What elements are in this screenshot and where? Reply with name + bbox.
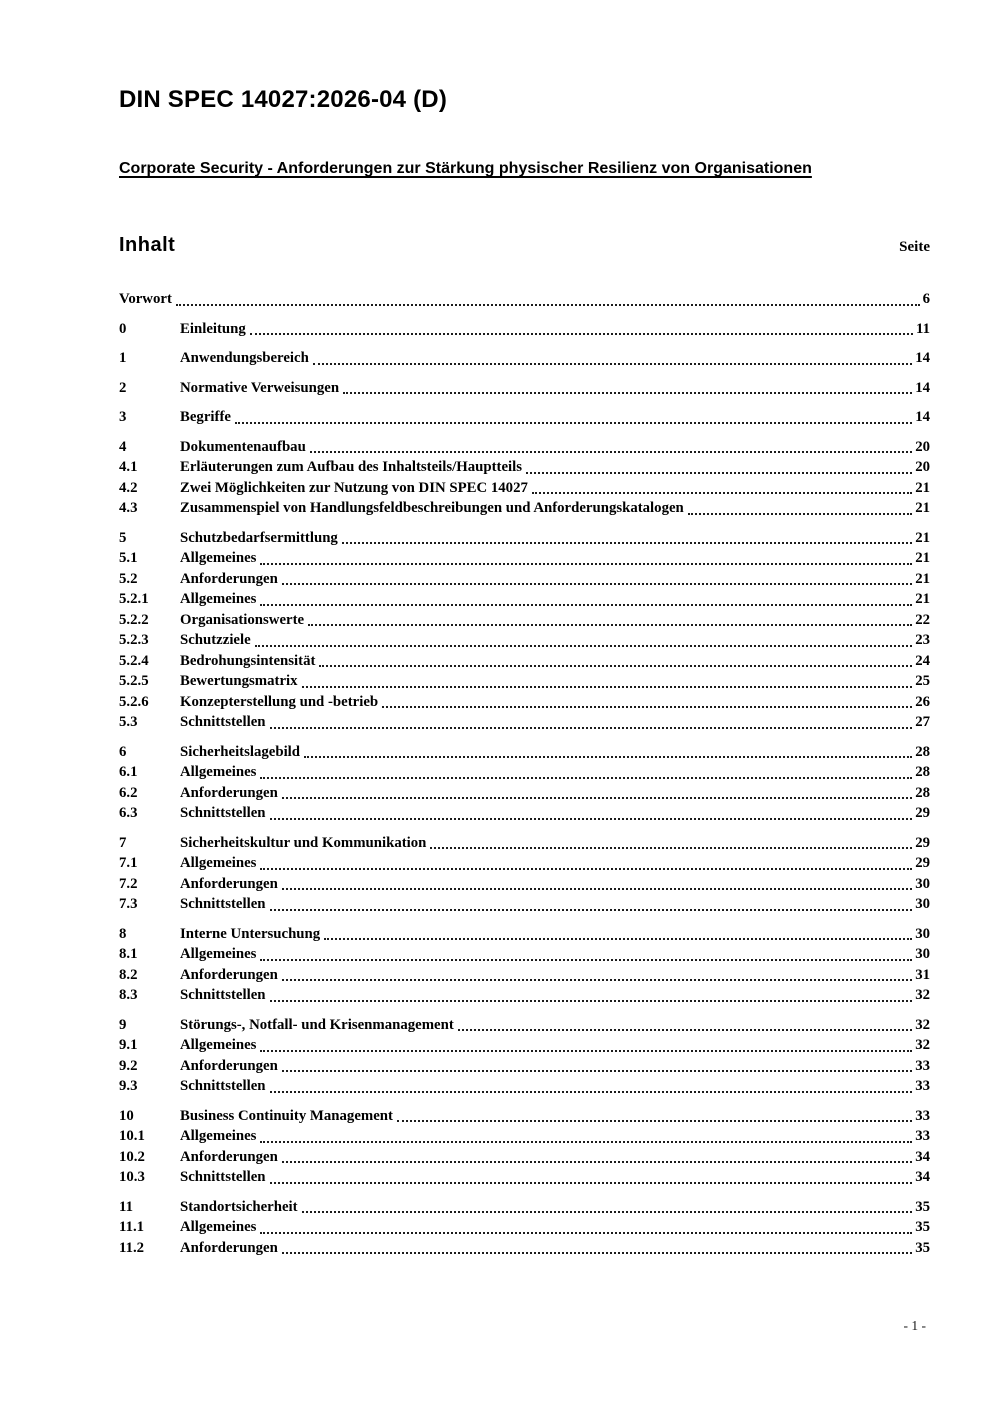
toc-entry xyxy=(119,924,930,945)
toc-entry-label: Anforderungen xyxy=(180,570,278,587)
toc-group xyxy=(119,1197,930,1259)
footer-page-number: - 1 - xyxy=(903,1318,926,1333)
toc-entry-label: Schnittstellen xyxy=(180,805,266,821)
dot-leader xyxy=(310,451,912,453)
toc-group xyxy=(119,833,930,915)
toc-entry-page: 23 xyxy=(915,632,930,648)
toc-group xyxy=(119,289,930,310)
toc-entry-number: 5 xyxy=(119,529,127,546)
toc-entry-number: 5.2.4 xyxy=(119,652,149,669)
toc-entry-label: Allgemeines xyxy=(180,764,257,780)
toc-entry-number: 0 xyxy=(119,320,127,337)
toc-entry xyxy=(119,1015,930,1036)
dot-leader xyxy=(260,1050,912,1052)
page-column-label: Seite xyxy=(899,239,930,255)
toc-entry-label: Allgemeines xyxy=(180,1219,257,1235)
dot-leader xyxy=(688,513,912,515)
dot-leader xyxy=(250,333,913,335)
toc-entry xyxy=(119,630,930,651)
dot-leader xyxy=(260,868,912,870)
toc-entry-number: 5.2.1 xyxy=(119,591,149,607)
toc-entry-page: 29 xyxy=(915,834,930,851)
toc-heading: Inhalt xyxy=(119,234,176,256)
dot-leader xyxy=(260,959,912,961)
toc-entry-number: 4 xyxy=(119,438,127,455)
dot-leader xyxy=(270,727,913,729)
toc-entry-number: 11 xyxy=(119,1198,133,1215)
dot-leader xyxy=(343,392,912,394)
toc-entry-page: 30 xyxy=(915,875,930,892)
dot-leader xyxy=(270,818,913,820)
toc-entry-page: 35 xyxy=(915,1198,930,1215)
toc-entry-page: 21 xyxy=(915,479,930,496)
dot-leader xyxy=(304,756,912,758)
toc-group xyxy=(119,742,930,824)
toc-entry-page: 30 xyxy=(915,925,930,942)
dot-leader xyxy=(302,686,913,688)
toc-entry xyxy=(119,548,930,569)
toc-entry-label: Allgemeines xyxy=(180,946,257,962)
toc-entry xyxy=(119,1035,930,1056)
toc-entry-number: 5.2.5 xyxy=(119,673,149,689)
toc-entry-number: 10 xyxy=(119,1107,134,1124)
toc-entry-number: 5.2 xyxy=(119,570,138,587)
dot-leader xyxy=(270,1091,913,1093)
dot-leader xyxy=(458,1029,912,1031)
toc-entry-number: 9 xyxy=(119,1016,127,1033)
dot-leader xyxy=(235,422,912,424)
toc-entry-page: 21 xyxy=(915,529,930,546)
toc-group xyxy=(119,1106,930,1188)
toc-entry-label: Organisationswerte xyxy=(180,611,305,628)
toc-entry-number: 9.2 xyxy=(119,1057,138,1074)
dot-leader xyxy=(270,1182,913,1184)
toc-entry-page: 29 xyxy=(915,805,930,821)
toc-entry-label: Sicherheitskultur und Kommunikation xyxy=(180,834,427,851)
toc-entry-label: Störungs-, Notfall- und Krisenmanagement xyxy=(180,1016,454,1033)
toc-entry-page: 33 xyxy=(915,1078,930,1094)
toc-entry-page: 14 xyxy=(915,409,930,425)
doc-title: Corporate Security - Anforderungen zur Stärkung physischer Resilienz von Organisationen xyxy=(119,160,812,177)
toc-entry-label: Vorwort xyxy=(119,291,172,307)
dot-leader xyxy=(313,363,912,365)
toc-entry xyxy=(119,874,930,895)
toc-entry xyxy=(119,783,930,804)
toc-entry-page: 33 xyxy=(915,1128,930,1144)
dot-leader xyxy=(282,1252,912,1254)
toc-entry-page: 14 xyxy=(915,379,930,396)
toc-entry-page: 21 xyxy=(915,550,930,566)
toc-entry xyxy=(119,894,930,915)
toc-entry-page: 24 xyxy=(915,652,930,669)
toc-entry xyxy=(119,610,930,631)
toc-entry xyxy=(119,569,930,590)
toc-entry-number: 11.2 xyxy=(119,1239,145,1256)
toc-group xyxy=(119,1015,930,1097)
toc-entry xyxy=(119,1197,930,1218)
toc-entry-page: 34 xyxy=(915,1169,930,1185)
toc-header-row xyxy=(119,234,930,257)
toc-entry-label: Schutzbedarfsermittlung xyxy=(180,529,338,546)
toc-entry-label: Anforderungen xyxy=(180,1239,278,1256)
toc-entry-number: 8.1 xyxy=(119,946,138,962)
toc-entry-number: 8 xyxy=(119,925,127,942)
toc-entry-label: Bedrohungsintensität xyxy=(180,652,316,669)
toc-entry-label: Allgemeines xyxy=(180,591,257,607)
toc-entry-page: 32 xyxy=(915,1016,930,1033)
toc-entry xyxy=(119,833,930,854)
toc-entry xyxy=(119,762,930,783)
dot-leader xyxy=(324,938,912,940)
toc-entry-number: 9.3 xyxy=(119,1078,138,1094)
toc-entry-label: Anforderungen xyxy=(180,875,278,892)
toc-entry-number: 10.3 xyxy=(119,1169,145,1185)
toc-entry-number: 6.2 xyxy=(119,784,138,801)
toc-entry-page: 28 xyxy=(915,764,930,780)
dot-leader xyxy=(319,665,912,667)
toc-entry xyxy=(119,1147,930,1168)
toc-entry xyxy=(119,1238,930,1259)
toc-entry-label: Anforderungen xyxy=(180,966,278,983)
toc-entry-page: 30 xyxy=(915,946,930,962)
dot-leader xyxy=(260,777,912,779)
toc-entry-label: Schnittstellen xyxy=(180,1169,266,1185)
toc-entry xyxy=(119,853,930,874)
toc-entry xyxy=(119,692,930,713)
toc-entry-label: Standortsicherheit xyxy=(180,1198,298,1215)
dot-leader xyxy=(282,583,912,585)
toc-entry-number: 6 xyxy=(119,743,127,760)
toc-group xyxy=(119,407,930,428)
dot-leader xyxy=(270,1000,913,1002)
toc-entry-page: 6 xyxy=(922,291,930,307)
dot-leader xyxy=(282,1161,912,1163)
toc-entry-label: Anforderungen xyxy=(180,1148,278,1165)
toc-entry-page: 33 xyxy=(915,1057,930,1074)
dot-leader xyxy=(302,1211,913,1213)
dot-leader xyxy=(282,979,912,981)
toc-entry xyxy=(119,1106,930,1127)
toc-entry-page: 14 xyxy=(915,350,930,366)
toc-entry-number: 7.2 xyxy=(119,875,138,892)
toc-entry-page: 20 xyxy=(915,438,930,455)
toc-entry-number: 5.1 xyxy=(119,550,138,566)
toc-entry-page: 28 xyxy=(915,784,930,801)
dot-leader xyxy=(282,888,912,890)
toc-entry-number: 11.1 xyxy=(119,1219,145,1235)
toc-entry-label: Allgemeines xyxy=(180,1037,257,1053)
toc-entry-label: Sicherheitslagebild xyxy=(180,743,301,760)
toc-entry xyxy=(119,378,930,399)
toc-entry xyxy=(119,1056,930,1077)
toc-entry-label: Schnittstellen xyxy=(180,714,266,730)
toc-entry-number: 7 xyxy=(119,834,127,851)
toc-entry-page: 32 xyxy=(915,987,930,1003)
toc-entry-page: 21 xyxy=(915,500,930,516)
doc-number-title: DIN SPEC 14027:2026-04 (D) xyxy=(119,86,448,113)
toc-entry-page: 25 xyxy=(915,673,930,689)
toc-entry-label: Anforderungen xyxy=(180,1057,278,1074)
toc-entry-label: Allgemeines xyxy=(180,550,257,566)
toc-entry xyxy=(119,498,930,519)
toc-entry-page: 31 xyxy=(915,966,930,983)
toc-entry-label: Konzepterstellung und -betrieb xyxy=(180,693,379,710)
toc-entry-label: Allgemeines xyxy=(180,855,257,871)
dot-leader xyxy=(282,797,912,799)
dot-leader xyxy=(430,847,912,849)
toc-entry-label: Schnittstellen xyxy=(180,1078,266,1094)
toc-entry xyxy=(119,589,930,610)
toc-entry xyxy=(119,944,930,965)
toc-group xyxy=(119,348,930,369)
toc-entry-page: 34 xyxy=(915,1148,930,1165)
toc-entry-page: 27 xyxy=(915,714,930,730)
toc-entry-number: 4.1 xyxy=(119,459,138,475)
toc-entry-number: 7.1 xyxy=(119,855,138,871)
dot-leader xyxy=(176,304,920,306)
toc-entry-page: 33 xyxy=(915,1107,930,1124)
toc-entry-label: Begriffe xyxy=(180,409,231,425)
toc-entry-label: Zwei Möglichkeiten zur Nutzung von DIN SPEC 14027 xyxy=(180,479,528,496)
toc-entry-page: 22 xyxy=(915,611,930,628)
toc-entry-label: Bewertungsmatrix xyxy=(180,673,298,689)
toc-entry-number: 3 xyxy=(119,409,127,425)
dot-leader xyxy=(282,1070,912,1072)
toc-entry-number: 4.2 xyxy=(119,479,138,496)
toc-entry xyxy=(119,985,930,1006)
toc-entry xyxy=(119,407,930,428)
toc-entry-page: 26 xyxy=(915,693,930,710)
toc-entry-number: 8.3 xyxy=(119,987,138,1003)
toc-entry xyxy=(119,671,930,692)
toc-entry-page: 35 xyxy=(915,1239,930,1256)
dot-leader xyxy=(260,604,912,606)
toc-entry-page: 28 xyxy=(915,743,930,760)
dot-leader xyxy=(260,1141,912,1143)
toc-group xyxy=(119,378,930,399)
toc-entry xyxy=(119,289,930,310)
toc-entry-number: 9.1 xyxy=(119,1037,138,1053)
toc-entry xyxy=(119,803,930,824)
toc-entry xyxy=(119,712,930,733)
toc-entry-label: Schutzziele xyxy=(180,632,251,648)
toc-entry xyxy=(119,965,930,986)
toc-entry-label: Schnittstellen xyxy=(180,987,266,1003)
toc-group xyxy=(119,437,930,519)
toc-entry-number: 5.3 xyxy=(119,714,138,730)
dot-leader xyxy=(342,542,912,544)
toc-entry-number: 5.2.3 xyxy=(119,632,149,648)
toc-entry-page: 21 xyxy=(915,591,930,607)
dot-leader xyxy=(382,706,912,708)
toc-entry xyxy=(119,319,930,340)
toc-entry-page: 35 xyxy=(915,1219,930,1235)
dot-leader xyxy=(308,624,912,626)
toc-entry-label: Business Continuity Management xyxy=(180,1107,393,1124)
dot-leader xyxy=(270,909,913,911)
toc-group xyxy=(119,319,930,340)
toc-entry xyxy=(119,1217,930,1238)
toc-entry-page: 11 xyxy=(916,320,930,337)
toc-entry-number: 6.3 xyxy=(119,805,138,821)
toc-entry-number: 6.1 xyxy=(119,764,138,780)
toc-entry-label: Schnittstellen xyxy=(180,896,266,912)
dot-leader xyxy=(397,1120,912,1122)
toc-entry-number: 5.2.2 xyxy=(119,611,149,628)
toc-entry-label: Interne Untersuchung xyxy=(180,925,321,942)
toc-group xyxy=(119,924,930,1006)
toc-entry xyxy=(119,651,930,672)
toc-entry xyxy=(119,1126,930,1147)
toc-entry-page: 20 xyxy=(915,459,930,475)
toc-entry-number: 10.1 xyxy=(119,1128,145,1144)
toc-entry-label: Dokumentenaufbau xyxy=(180,438,306,455)
dot-leader xyxy=(526,472,912,474)
toc-entry-number: 4.3 xyxy=(119,500,138,516)
toc-entry xyxy=(119,437,930,458)
toc-entry-label: Erläuterungen zum Aufbau des Inhaltsteils/Hauptteils xyxy=(180,459,523,475)
toc-entry xyxy=(119,348,930,369)
toc-entry-number: 10.2 xyxy=(119,1148,145,1165)
toc-group xyxy=(119,528,930,733)
toc-entry-label: Zusammenspiel von Handlungsfeldbeschreibungen und Anforderungskatalogen xyxy=(180,500,684,516)
toc-entry-label: Anwendungsbereich xyxy=(180,350,309,366)
toc-entry-number: 1 xyxy=(119,350,127,366)
toc-entry-page: 30 xyxy=(915,896,930,912)
toc-entry xyxy=(119,478,930,499)
toc-entry-label: Normative Verweisungen xyxy=(180,379,340,396)
toc-entry xyxy=(119,1076,930,1097)
toc-entry-page: 32 xyxy=(915,1037,930,1053)
toc-entry-number: 5.2.6 xyxy=(119,693,149,710)
toc-entry-page: 21 xyxy=(915,570,930,587)
toc-entry xyxy=(119,742,930,763)
toc-entry-label: Allgemeines xyxy=(180,1128,257,1144)
toc-entry-label: Anforderungen xyxy=(180,784,278,801)
toc-entry-number: 7.3 xyxy=(119,896,138,912)
toc-entry-number: 8.2 xyxy=(119,966,138,983)
toc-entry xyxy=(119,1167,930,1188)
dot-leader xyxy=(255,645,913,647)
dot-leader xyxy=(260,563,912,565)
dot-leader xyxy=(260,1232,912,1234)
toc-entry-label: Einleitung xyxy=(180,320,246,337)
toc-entry-page: 29 xyxy=(915,855,930,871)
toc-entry xyxy=(119,528,930,549)
table-of-contents xyxy=(119,289,930,1258)
dot-leader xyxy=(532,492,912,494)
toc-entry xyxy=(119,457,930,478)
toc-entry-number: 2 xyxy=(119,379,127,396)
